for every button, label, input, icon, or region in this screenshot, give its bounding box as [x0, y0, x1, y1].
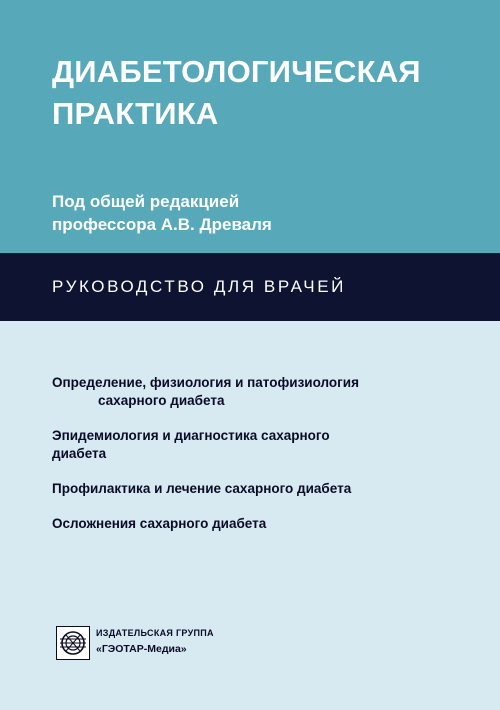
topic-line: сахарного диабета: [98, 393, 225, 408]
book-title-line-1: ДИАБЕТОЛОГИЧЕСКАЯ: [52, 54, 421, 89]
geotar-logo-icon: [56, 626, 90, 660]
topic-item: [52, 515, 472, 533]
editor-credit: [52, 190, 492, 236]
topic-item: [52, 480, 472, 498]
publisher-name: «ГЭОТАР-Медиа»: [96, 643, 187, 655]
publisher-mark: [56, 626, 256, 660]
topics-list: [52, 374, 472, 550]
series-band: [0, 253, 500, 321]
topic-line: Определение, физиология и патофизиология: [52, 375, 359, 390]
topic-item: [52, 427, 472, 463]
series-label: РУКОВОДСТВО ДЛЯ ВРАЧЕЙ: [52, 277, 346, 296]
publisher-group-label: ИЗДАТЕЛЬСКАЯ ГРУППА: [96, 628, 214, 638]
topic-line: диабета: [52, 446, 107, 461]
book-title-line-2: ПРАКТИКА: [52, 96, 219, 131]
title-band: [0, 0, 500, 253]
editor-credit-line-2: профессора А.В. Древаля: [52, 215, 272, 234]
editor-credit-line-1: Под общей редакцией: [52, 192, 240, 211]
book-title: [52, 51, 492, 135]
topic-line: Эпидемиология и диагностика сахарного: [52, 428, 330, 443]
topic-line: Осложнения сахарного диабета: [52, 516, 267, 531]
topic-item: [52, 374, 472, 410]
topic-line: Профилактика и лечение сахарного диабета: [52, 481, 352, 496]
